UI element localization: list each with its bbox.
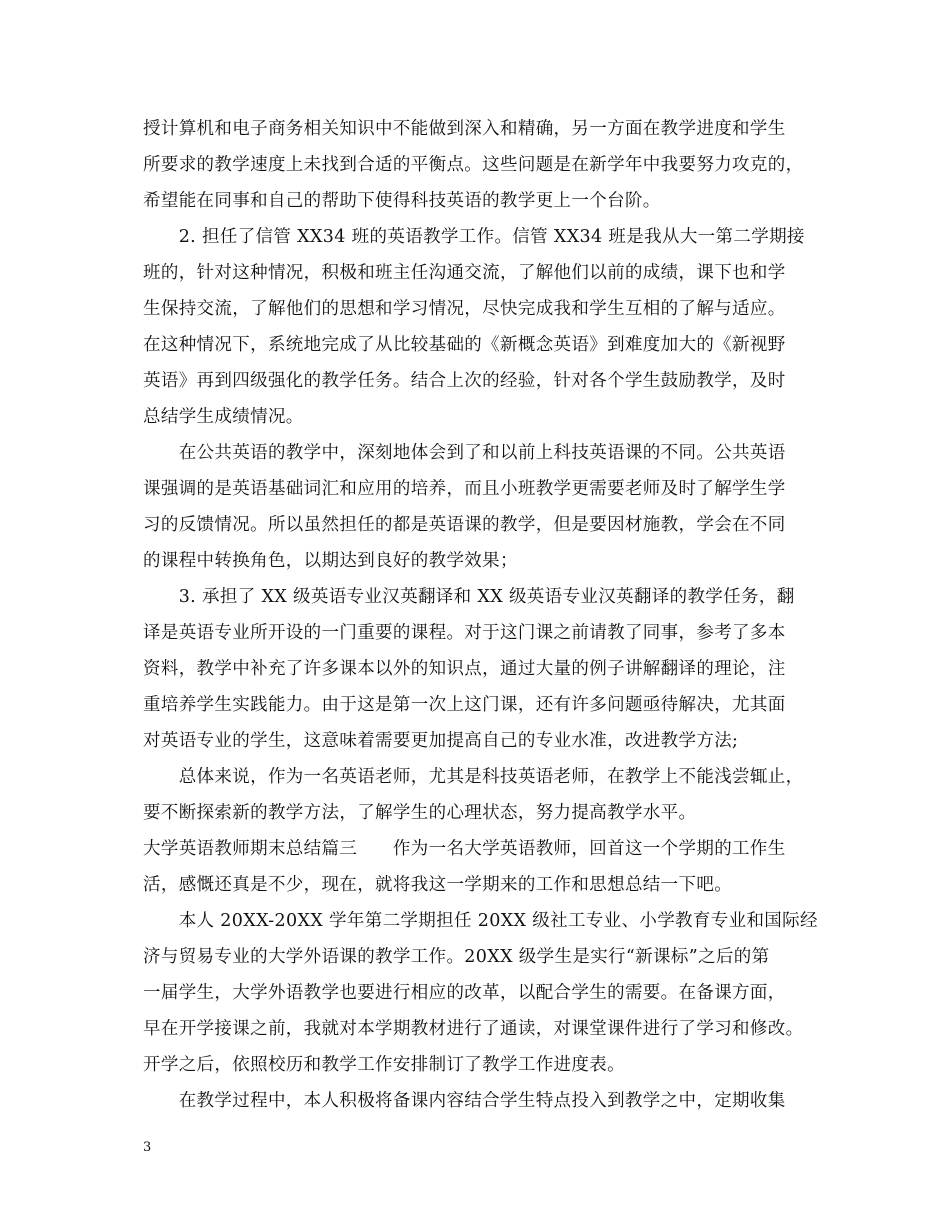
text-line: 在公共英语的教学中，深刻地体会到了和以前上科技英语课的不同。公共英语 — [143, 443, 786, 463]
text-line: 在这种情况下，系统地完成了从比较基础的《新概念英语》到难度加大的《新视野 — [143, 335, 786, 355]
text-line: 课强调的是英语基础词汇和应用的培养，而且小班教学更需要老师及时了解学生学 — [143, 479, 786, 499]
text-line: 一届学生，大学外语教学也要进行相应的改革，以配合学生的需要。在备课方面， — [143, 983, 786, 1003]
text-line: 活，感慨还真是不少，现在，就将我这一学期来的工作和思想总结一下吧。 — [143, 875, 733, 895]
text-line: 对英语专业的学生，这意味着需要更加提高自己的专业水准，改进教学方法; — [143, 731, 739, 751]
text-line: 班的，针对这种情况，积极和班主任沟通交流，了解他们以前的成绩，课下也和学 — [143, 263, 786, 283]
section-heading-line: 大学英语教师期末总结篇三 作为一名大学英语教师，回首这一个学期的工作生 — [143, 839, 786, 859]
text-line: 希望能在同事和自己的帮助下使得科技英语的教学更上一个台阶。 — [143, 191, 661, 211]
text-line: 译是英语专业所开设的一门重要的课程。对于这门课之前请教了同事，参考了多本 — [143, 623, 786, 643]
text-line: 要不断探索新的教学方法，了解学生的心理状态，努力提高教学水平。 — [143, 803, 697, 823]
text-line: 早在开学接课之前，我就对本学期教材进行了通读，对课堂课件进行了学习和修改。 — [143, 1019, 804, 1039]
text-line: 总体来说，作为一名英语老师，尤其是科技英语老师，在教学上不能浅尝辄止， — [143, 767, 804, 787]
text-line: 所要求的教学速度上未找到合适的平衡点。这些问题是在新学年中我要努力攻克的， — [143, 155, 804, 175]
page-number: 3 — [143, 1140, 152, 1155]
text-line: 济与贸易专业的大学外语课的教学工作。20XX 级学生是实行“新课标”之后的第 — [143, 947, 770, 967]
text-line: 生保持交流，了解他们的思想和学习情况，尽快完成我和学生互相的了解与适应。 — [143, 299, 786, 319]
text-line: 授计算机和电子商务相关知识中不能做到深入和精确，另一方面在教学进度和学生 — [143, 119, 786, 139]
text-line: 重培养学生实践能力。由于这是第一次上这门课，还有许多问题亟待解决，尤其面 — [143, 695, 786, 715]
text-line: 总结学生成绩情况。 — [143, 407, 304, 427]
text-line: 本人 20XX-20XX 学年第二学期担任 20XX 级社工专业、小学教育专业和国际经 — [143, 911, 818, 931]
text-line: 习的反馈情况。所以虽然担任的都是英语课的教学，但是要因材施教，学会在不同 — [143, 515, 786, 535]
text-line: 英语》再到四级强化的教学任务。结合上次的经验，针对各个学生鼓励教学，及时 — [143, 371, 786, 391]
text-line: 在教学过程中，本人积极将备课内容结合学生特点投入到教学之中，定期收集 — [143, 1091, 786, 1111]
text-line: 开学之后，依照校历和教学工作安排制订了教学工作进度表。 — [143, 1055, 625, 1075]
text-line: 3. 承担了 XX 级英语专业汉英翻译和 XX 级英语专业汉英翻译的教学任务，翻 — [143, 587, 795, 607]
text-line: 的课程中转换角色，以期达到良好的教学效果； — [143, 551, 518, 571]
text-line: 资料，教学中补充了许多课本以外的知识点，通过大量的例子讲解翻译的理论，注 — [143, 659, 786, 679]
text-line: 2. 担任了信管 XX34 班的英语教学工作。信管 XX34 班是我从大一第二学期接 — [143, 227, 805, 247]
